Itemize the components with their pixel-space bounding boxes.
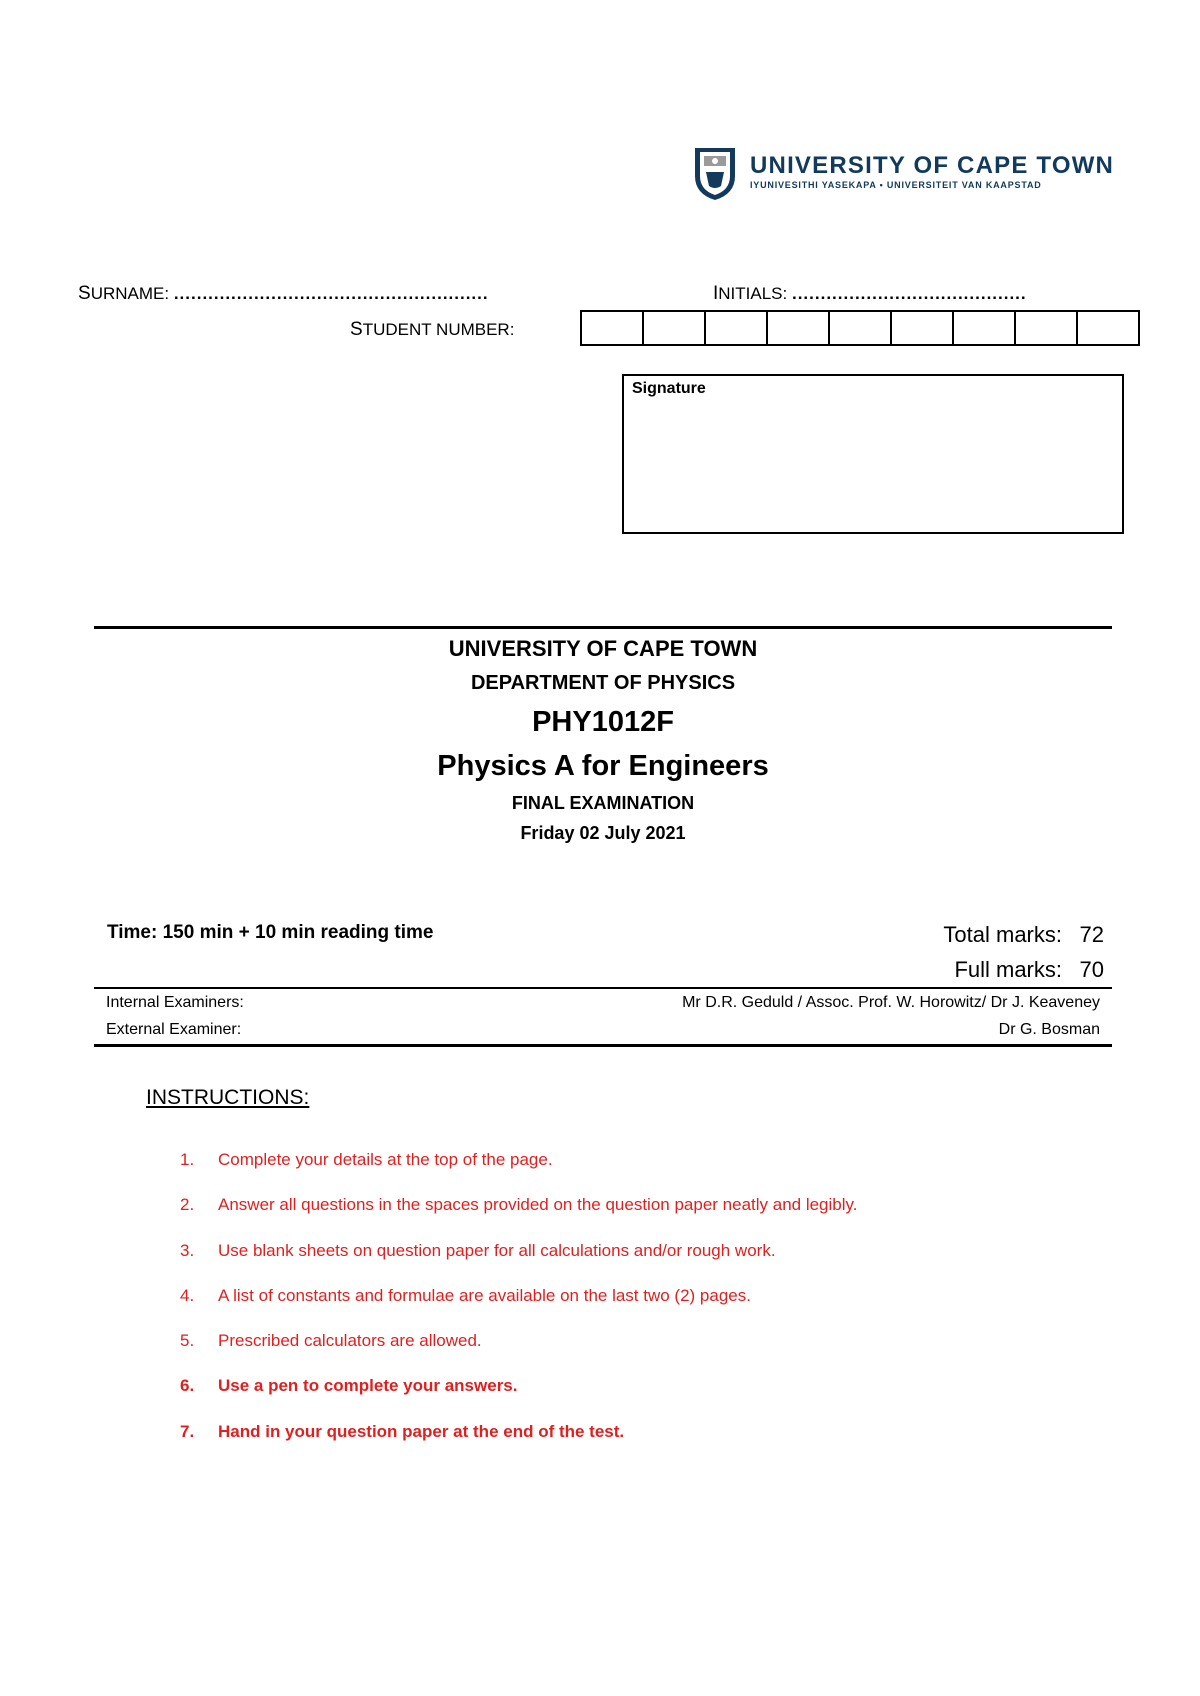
instructions-heading: INSTRUCTIONS: [146,1086,310,1109]
signature-box[interactable] [622,374,1124,534]
instruction-item [180,1241,1080,1286]
surname-dots: ....................................................... [173,284,489,303]
instruction-item [180,1376,1080,1421]
department-name: DEPARTMENT OF PHYSICS [470,672,736,694]
student-number-cell[interactable] [828,312,890,344]
initials-label-initial: I [713,283,719,304]
student-number-label-initial: S [350,319,363,340]
total-marks-label: Total marks: [943,922,1062,947]
examiners-top-divider [94,987,1112,989]
full-marks-label: Full marks: [954,957,1062,982]
logo-tagline: IYUNIVESITHI YASEKAPA • UNIVERSITEIT VAN KAAPSTAD [750,180,1042,190]
student-number-label-group [350,319,514,341]
surname-field[interactable] [78,283,489,305]
student-number-label: TUDENT NUMBER: [362,320,515,339]
exam-time: Time: 150 min + 10 min reading time [107,922,434,943]
instruction-number: 6. [180,1376,195,1396]
course-code: PHY1012F [532,706,674,738]
external-examiner-label: External Examiner: [106,1021,242,1038]
instruction-number: 5. [180,1331,195,1351]
top-divider [94,626,1112,629]
student-number-grid[interactable] [580,310,1140,346]
instruction-item [180,1150,1080,1195]
student-number-cell[interactable] [1076,312,1138,344]
student-number-cell[interactable] [642,312,704,344]
instruction-text: Use blank sheets on question paper for all calculations and/or rough work. [218,1240,776,1260]
full-marks-value: 70 [1079,957,1104,982]
signature-label: Signature [632,380,706,397]
student-number-cell[interactable] [766,312,828,344]
examiners-bottom-divider [94,1044,1112,1047]
university-logo [692,146,1115,202]
instruction-text: Complete your details at the top of the page. [218,1150,553,1169]
instruction-item [180,1422,1080,1467]
student-number-cell[interactable] [704,312,766,344]
student-number-cell[interactable] [952,312,1014,344]
instruction-text: Use a pen to complete your answers. [218,1376,518,1396]
instruction-text: A list of constants and formulae are available on the last two (2) pages. [218,1285,751,1305]
surname-label: URNAME: [90,284,170,303]
initials-dots: ......................................... [791,284,1027,303]
instruction-item [180,1331,1080,1376]
initials-field[interactable] [713,283,1027,305]
instruction-text: Hand in your question paper at the end of the test. [218,1421,625,1441]
instruction-text: Answer all questions in the spaces provided on the question paper neatly and legibly. [218,1195,858,1215]
instruction-text: Prescribed calculators are allowed. [218,1331,482,1351]
internal-examiners-value: Mr D.R. Geduld / Assoc. Prof. W. Horowitz/ Dr J. Keaveney [682,994,1100,1011]
course-title: Physics A for Engineers [437,750,769,782]
crest-icon [692,146,738,202]
total-marks-value: 72 [1079,922,1104,947]
full-marks [954,957,1104,983]
instruction-item [180,1195,1080,1240]
exam-date: Friday 02 July 2021 [520,823,686,843]
university-name: UNIVERSITY OF CAPE TOWN [448,636,758,661]
instruction-number: 3. [180,1240,195,1260]
external-examiner-value: Dr G. Bosman [998,1021,1100,1038]
surname-label-initial: S [78,283,91,304]
instructions-list [180,1150,1080,1467]
internal-examiners-label: Internal Examiners: [106,994,244,1011]
instruction-number: 1. [180,1150,195,1169]
initials-label: NITIALS: [718,284,788,303]
instruction-number: 4. [180,1285,195,1305]
logo-wordmark: UNIVERSITY OF CAPE TOWN [750,152,1115,179]
instruction-number: 7. [180,1421,195,1441]
student-number-cell[interactable] [582,312,642,344]
student-number-cell[interactable] [1014,312,1076,344]
exam-type: FINAL EXAMINATION [511,793,695,813]
student-number-cell[interactable] [890,312,952,344]
instruction-number: 2. [180,1195,195,1215]
instruction-item [180,1286,1080,1331]
total-marks [943,922,1104,948]
